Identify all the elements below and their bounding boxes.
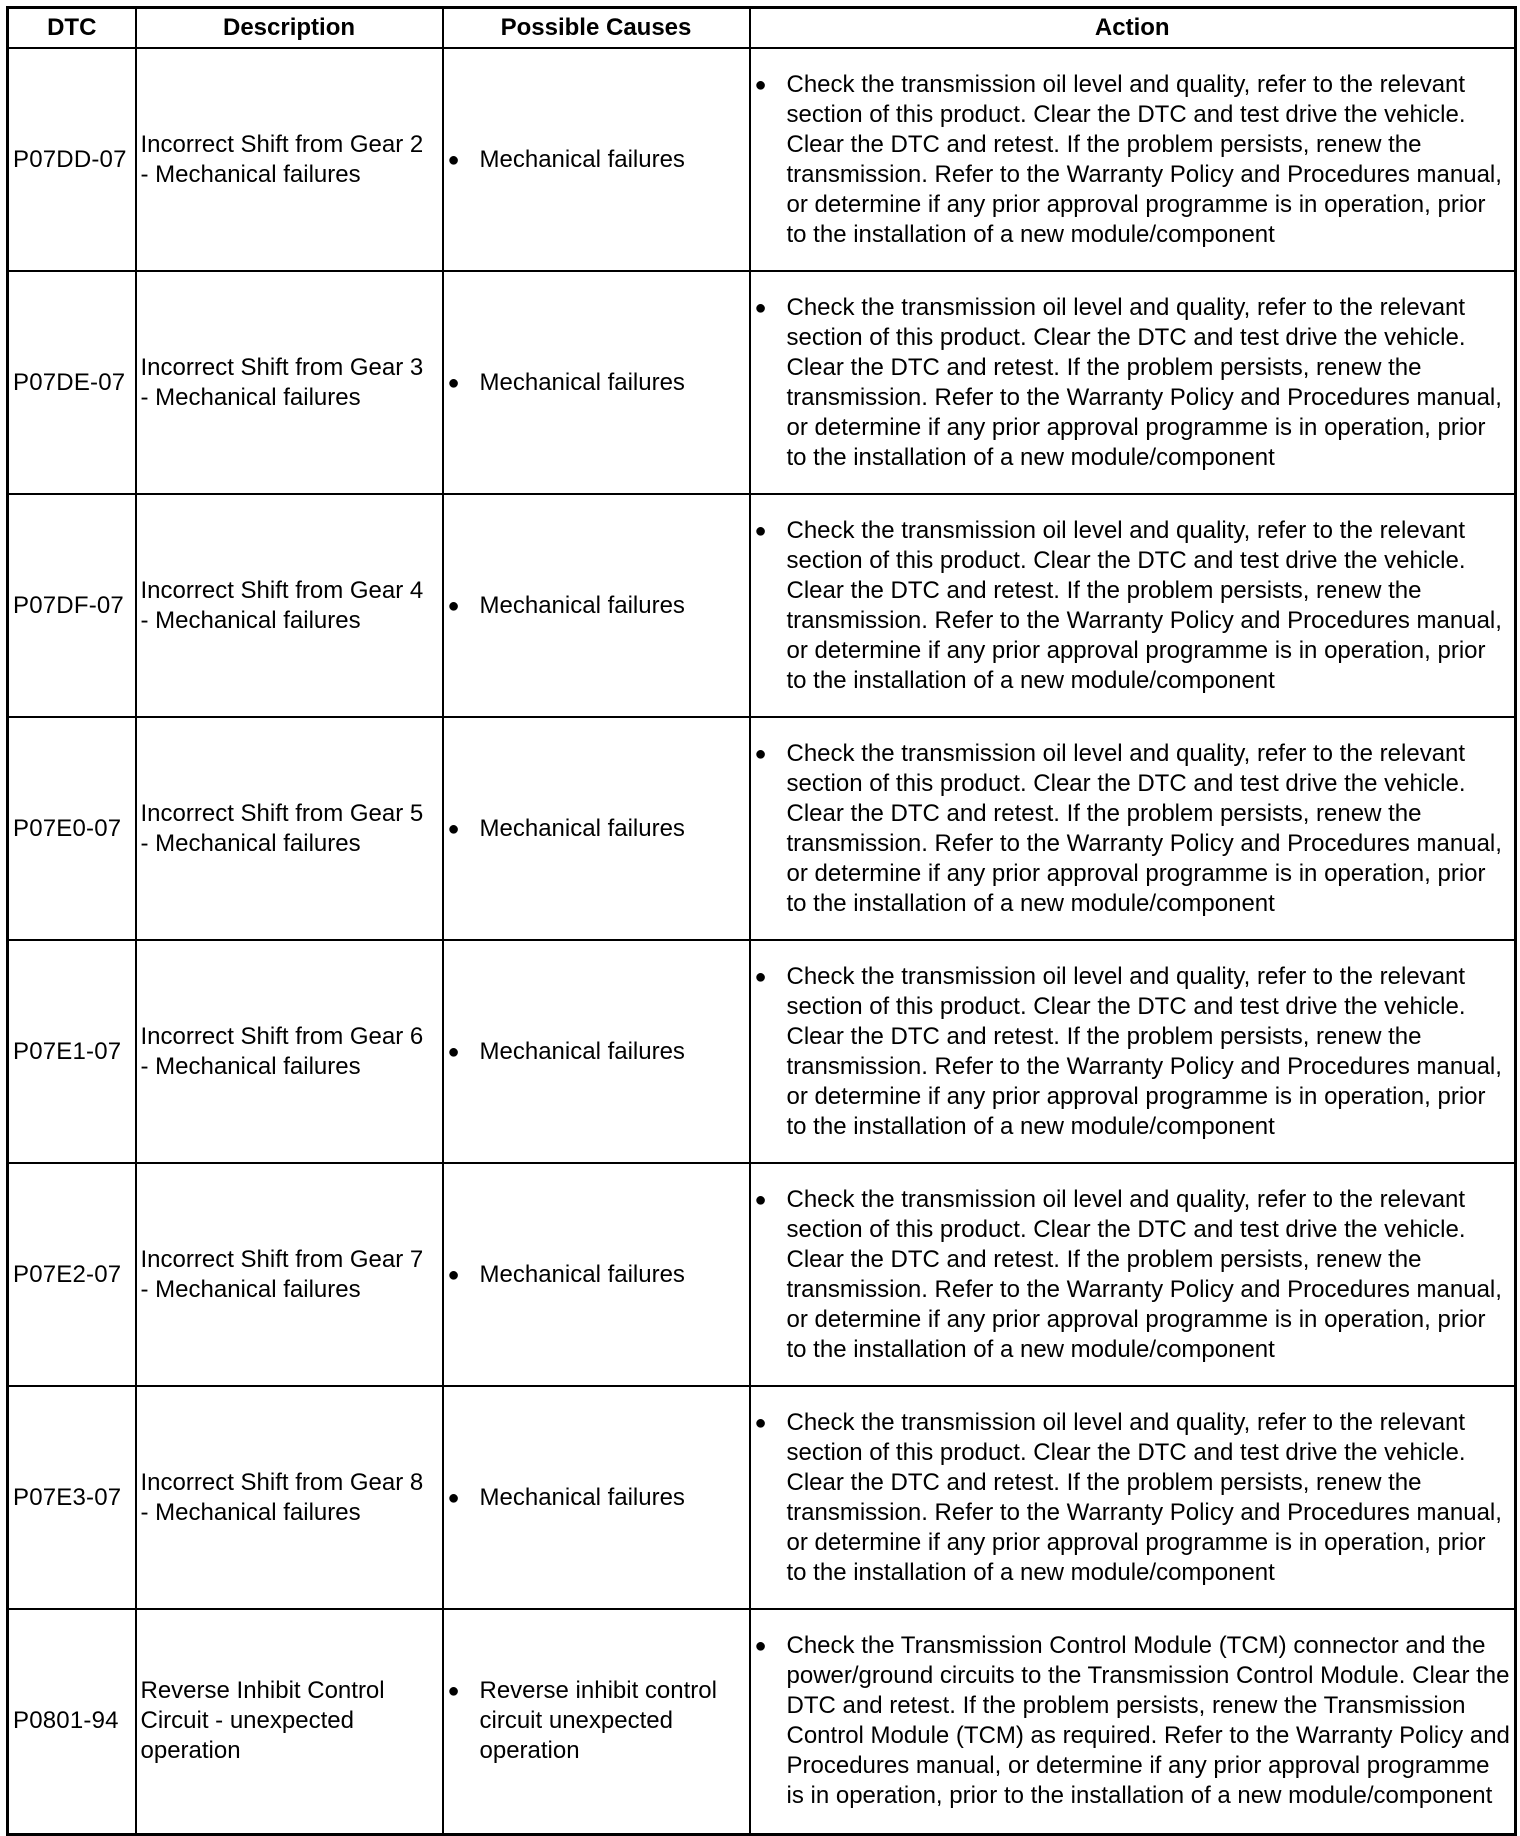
action-cell	[750, 48, 1516, 271]
action-cell	[750, 494, 1516, 717]
dtc-code-cell: P07E1-07	[8, 940, 136, 1163]
possible-cause-text: Mechanical failures	[479, 1037, 685, 1065]
description-cell: Incorrect Shift from Gear 2 - Mechanical failures	[136, 48, 443, 271]
action-cell	[750, 1386, 1516, 1609]
bullet-icon: ●	[754, 73, 767, 96]
possible-cause-cell	[443, 1609, 750, 1834]
bullet-icon: ●	[447, 817, 460, 840]
table-body	[8, 48, 1516, 1834]
possible-cause-text: Mechanical failures	[479, 591, 685, 619]
bullet-icon: ●	[447, 1263, 460, 1286]
header-action: Action	[750, 8, 1516, 49]
header-dtc: DTC	[8, 8, 136, 49]
bullet-icon: ●	[447, 594, 460, 617]
table-row	[8, 940, 1516, 1163]
action-cell	[750, 940, 1516, 1163]
action-text: Check the transmission oil level and quality, refer to the relevant section of this product. Clear the DTC and test drive the vehicle. Clear the DTC and retest. If the problem persists, renew the transmission. Refer to the Warranty Policy and Procedures manual, or determine if any prior approval programme is in operation, prior to the installation of a new module/component	[786, 1408, 1502, 1586]
bullet-icon: ●	[447, 148, 460, 171]
table-row	[8, 1163, 1516, 1386]
bullet-icon: ●	[447, 1040, 460, 1063]
action-text: Check the transmission oil level and quality, refer to the relevant section of this product. Clear the DTC and test drive the vehicle. Clear the DTC and retest. If the problem persists, renew the transmission. Refer to the Warranty Policy and Procedures manual, or determine if any prior approval programme is in operation, prior to the installation of a new module/component	[786, 962, 1502, 1140]
description-cell: Incorrect Shift from Gear 6 - Mechanical failures	[136, 940, 443, 1163]
dtc-code-cell: P07DD-07	[8, 48, 136, 271]
table-row	[8, 717, 1516, 940]
possible-cause-cell	[443, 494, 750, 717]
bullet-icon: ●	[447, 371, 460, 394]
table-row	[8, 271, 1516, 494]
action-cell	[750, 1163, 1516, 1386]
table-row	[8, 1386, 1516, 1609]
bullet-icon: ●	[754, 519, 767, 542]
dtc-code-cell: P0801-94	[8, 1609, 136, 1834]
bullet-icon: ●	[754, 742, 767, 765]
bullet-icon: ●	[754, 296, 767, 319]
header-description: Description	[136, 8, 443, 49]
dtc-code-cell: P07E2-07	[8, 1163, 136, 1386]
possible-cause-text: Mechanical failures	[479, 814, 685, 842]
bullet-icon: ●	[447, 1486, 460, 1509]
possible-cause-cell	[443, 1163, 750, 1386]
table-row	[8, 494, 1516, 717]
possible-cause-text: Mechanical failures	[479, 145, 685, 173]
action-cell	[750, 271, 1516, 494]
dtc-code-cell: P07E0-07	[8, 717, 136, 940]
bullet-icon: ●	[754, 1411, 767, 1434]
possible-cause-cell	[443, 940, 750, 1163]
action-text: Check the transmission oil level and quality, refer to the relevant section of this product. Clear the DTC and test drive the vehicle. Clear the DTC and retest. If the problem persists, renew the transmission. Refer to the Warranty Policy and Procedures manual, or determine if any prior approval programme is in operation, prior to the installation of a new module/component	[786, 70, 1502, 248]
description-cell: Incorrect Shift from Gear 8 - Mechanical failures	[136, 1386, 443, 1609]
table-row	[8, 1609, 1516, 1834]
dtc-code-cell: P07E3-07	[8, 1386, 136, 1609]
possible-cause-text: Mechanical failures	[479, 368, 685, 396]
table-row	[8, 48, 1516, 271]
description-cell: Incorrect Shift from Gear 7 - Mechanical failures	[136, 1163, 443, 1386]
possible-cause-cell	[443, 1386, 750, 1609]
bullet-icon: ●	[754, 965, 767, 988]
action-text: Check the transmission oil level and quality, refer to the relevant section of this product. Clear the DTC and test drive the vehicle. Clear the DTC and retest. If the problem persists, renew the transmission. Refer to the Warranty Policy and Procedures manual, or determine if any prior approval programme is in operation, prior to the installation of a new module/component	[786, 1185, 1502, 1363]
bullet-icon: ●	[447, 1680, 460, 1703]
action-text: Check the transmission oil level and quality, refer to the relevant section of this product. Clear the DTC and test drive the vehicle. Clear the DTC and retest. If the problem persists, renew the transmission. Refer to the Warranty Policy and Procedures manual, or determine if any prior approval programme is in operation, prior to the installation of a new module/component	[786, 739, 1502, 917]
description-cell: Incorrect Shift from Gear 4 - Mechanical failures	[136, 494, 443, 717]
action-cell	[750, 717, 1516, 940]
dtc-code-cell: P07DE-07	[8, 271, 136, 494]
possible-cause-cell	[443, 271, 750, 494]
bullet-icon: ●	[754, 1635, 767, 1658]
possible-cause-text: Mechanical failures	[479, 1483, 685, 1511]
possible-cause-cell	[443, 717, 750, 940]
description-cell: Incorrect Shift from Gear 5 - Mechanical failures	[136, 717, 443, 940]
action-cell	[750, 1609, 1516, 1834]
header-row	[8, 8, 1516, 49]
description-cell: Incorrect Shift from Gear 3 - Mechanical failures	[136, 271, 443, 494]
possible-cause-text: Reverse inhibit control circuit unexpected operation	[479, 1677, 717, 1765]
dtc-table	[6, 6, 1517, 1836]
header-possible-causes: Possible Causes	[443, 8, 750, 49]
action-text: Check the Transmission Control Module (TCM) connector and the power/ground circuits to the Transmission Control Module. Clear the DTC and retest. If the problem persists, renew the Transmission Control Module (TCM) as required. Refer to the Warranty Policy and Procedures manual, or determine if any prior approval programme is in operation, prior to the installation of a new module/component	[786, 1632, 1510, 1810]
dtc-code-cell: P07DF-07	[8, 494, 136, 717]
bullet-icon: ●	[754, 1188, 767, 1211]
action-text: Check the transmission oil level and quality, refer to the relevant section of this product. Clear the DTC and test drive the vehicle. Clear the DTC and retest. If the problem persists, renew the transmission. Refer to the Warranty Policy and Procedures manual, or determine if any prior approval programme is in operation, prior to the installation of a new module/component	[786, 293, 1502, 471]
description-cell: Reverse Inhibit Control Circuit - unexpected operation	[136, 1609, 443, 1834]
possible-cause-cell	[443, 48, 750, 271]
action-text: Check the transmission oil level and quality, refer to the relevant section of this product. Clear the DTC and test drive the vehicle. Clear the DTC and retest. If the problem persists, renew the transmission. Refer to the Warranty Policy and Procedures manual, or determine if any prior approval programme is in operation, prior to the installation of a new module/component	[786, 516, 1502, 694]
possible-cause-text: Mechanical failures	[479, 1260, 685, 1288]
